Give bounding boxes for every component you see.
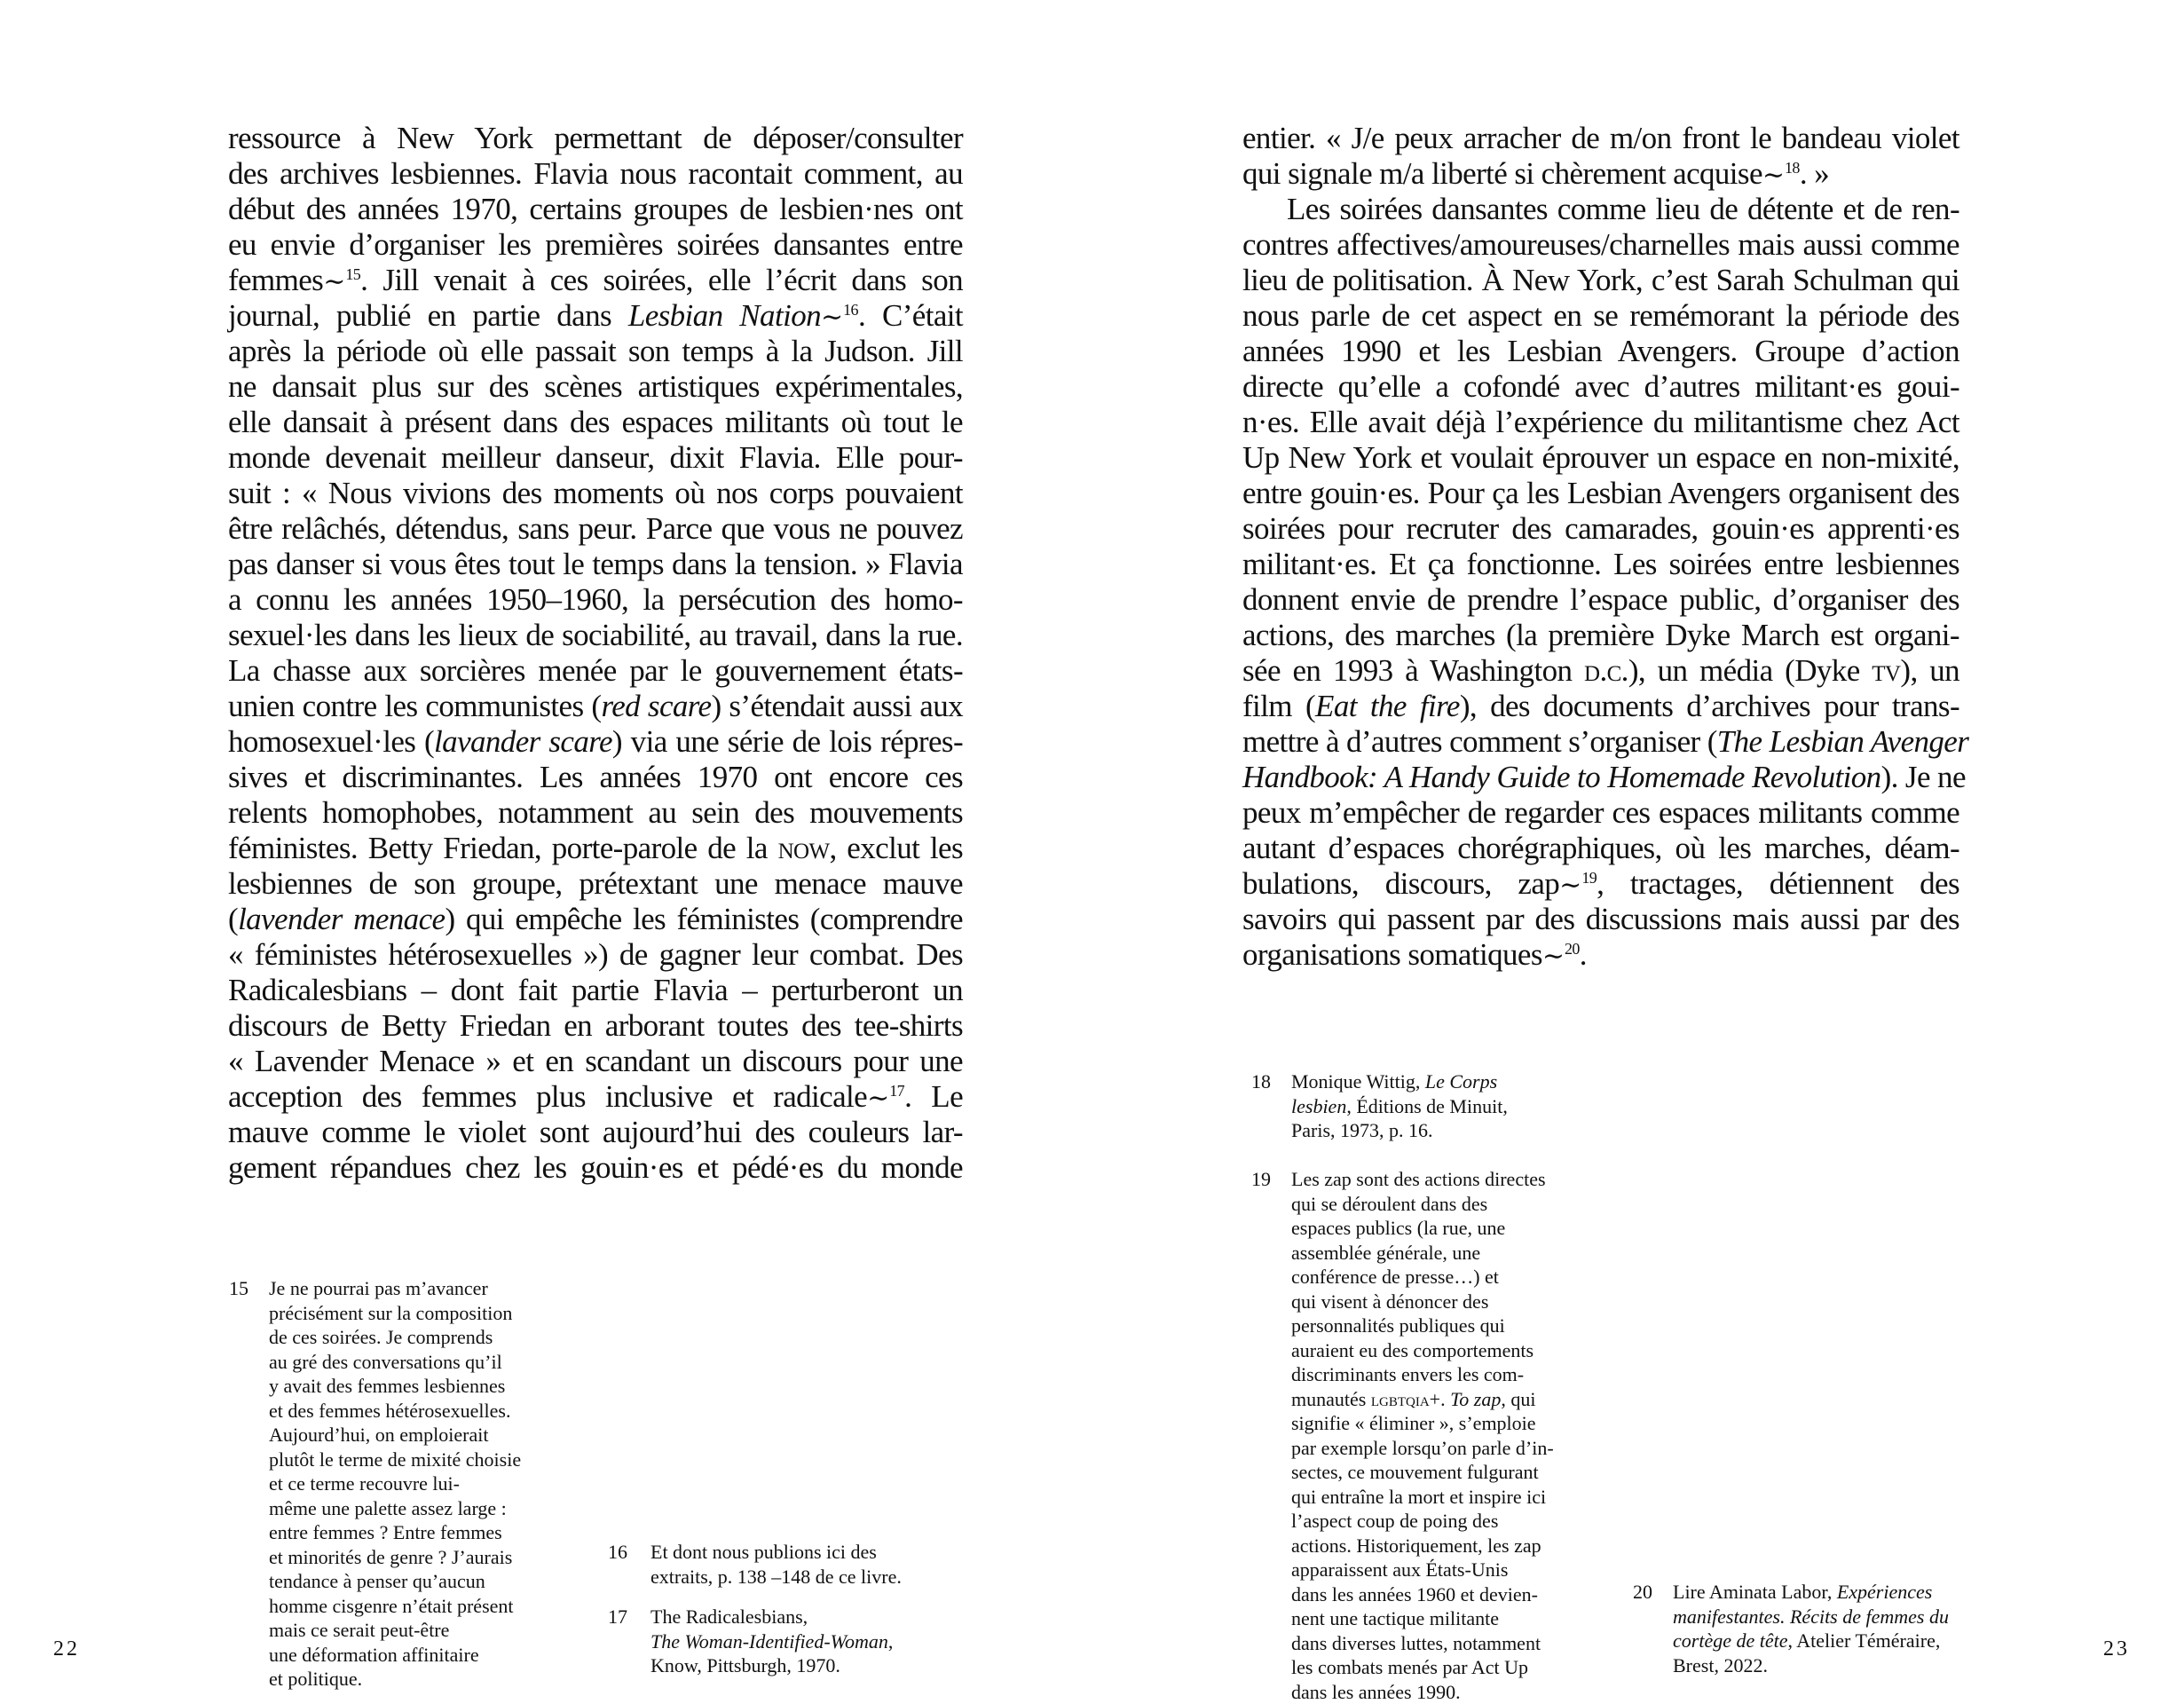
footnote-line: qui entraîne la mort et inspire ici — [1291, 1485, 1554, 1510]
footnote-line — [1291, 1094, 1508, 1119]
text-line: sexuel·les dans les lieux de sociabilité, au travail, dans la rue. — [228, 618, 963, 653]
footnote-line: Les zap sont des actions directes — [1291, 1167, 1554, 1192]
footnote-ref-17[interactable]: 17 — [889, 1082, 904, 1100]
text-line: entre gouin·es. Pour ça les Lesbian Avengers organisent des — [1242, 476, 1959, 511]
footnote-marker-icon: ∼ — [867, 1084, 889, 1113]
text-line: ne dansait plus sur des scènes artistiques expérimentales, — [228, 369, 963, 405]
footnote-body — [1291, 1167, 1554, 1704]
text: Monique Wittig, — [1291, 1070, 1425, 1093]
text-line: pas danser si vous êtes tout le temps dans la tension. » Flavia — [228, 547, 963, 582]
text-line — [1242, 760, 1959, 795]
text-line: a connu les années 1950–1960, la persécution des homo- — [228, 582, 963, 618]
footnote-number: 18 — [1251, 1069, 1271, 1094]
footnote-line: actions. Historiquement, les zap — [1291, 1534, 1554, 1558]
text: . Le — [904, 1079, 963, 1114]
text-line: Radicalesbians – dont fait partie Flavia – perturberont un — [228, 973, 963, 1008]
footnote-line: sectes, ce mouvement fulgurant — [1291, 1460, 1554, 1485]
footnote-16 — [608, 1540, 963, 1593]
text: . — [1440, 1388, 1450, 1410]
footnote-line: qui visent à dénoncer des — [1291, 1290, 1554, 1314]
acronym: tv — [1872, 653, 1900, 688]
footnote-line: et ce terme recouvre lui- — [269, 1471, 521, 1496]
footnote-line: assemblée générale, une — [1291, 1241, 1554, 1266]
text-line — [1242, 724, 1959, 760]
footnote-line: Je ne pourrai pas m’avancer — [269, 1276, 521, 1301]
footnote-ref-18[interactable]: 18 — [1785, 159, 1800, 177]
footnote-line: espaces publics (la rue, une — [1291, 1216, 1554, 1241]
footnote-marker-icon: ∼ — [1762, 161, 1785, 190]
text: organisations somatiques — [1242, 937, 1542, 972]
footnote-marker-icon: ∼ — [1559, 871, 1581, 900]
footnote-line: dans les années 1960 et devien- — [1291, 1582, 1554, 1607]
text: féministes. Betty Friedan, porte-parole de la — [228, 831, 778, 865]
text: qui signale m/a liberté si chèrement acquise — [1242, 156, 1762, 191]
footnote-line: homme cisgenre n’était présent — [269, 1594, 521, 1619]
text: munautés — [1291, 1388, 1371, 1410]
text-line: nous parle de cet aspect en se remémorant la période des — [1242, 298, 1959, 334]
footnote-line: discriminants envers les com- — [1291, 1362, 1554, 1387]
text-line: savoirs qui passent par des discussions mais aussi par des — [1242, 902, 1959, 937]
text: , tractages, détiennent des — [1597, 866, 1959, 901]
footnote-ref-19[interactable]: 19 — [1581, 869, 1597, 887]
footnote-number: 16 — [608, 1540, 627, 1565]
footnote-line: les combats menés par Act Up — [1291, 1655, 1554, 1680]
text: . » — [1800, 156, 1829, 191]
footnote-line: de ces soirées. Je comprends — [269, 1325, 521, 1350]
italic-term: red scare — [601, 689, 711, 723]
text-line: elle dansait à présent dans des espaces militants où tout le — [228, 405, 963, 440]
text: homosexuel·les ( — [228, 724, 434, 759]
footnote-line: nent une tactique militante — [1291, 1606, 1554, 1631]
footnote-line: entre femmes ? Entre femmes — [269, 1520, 521, 1545]
text-line: « Lavender Menace » et en scandant un discours pour une — [228, 1044, 963, 1079]
footnote-number: 19 — [1251, 1167, 1271, 1192]
text-line — [1242, 937, 1959, 973]
text-line — [228, 902, 963, 937]
text-line: des archives lesbiennes. Flavia nous racontait comment, au — [228, 156, 963, 192]
footnote-line: l’aspect coup de poing des — [1291, 1509, 1554, 1534]
footnote-line: Brest, 2022. — [1673, 1653, 1949, 1678]
acronym: d.c. — [1584, 653, 1628, 688]
footnote-line: apparaissent aux États-Unis — [1291, 1558, 1554, 1582]
text-line: donnent envie de prendre l’espace public, d’organiser des — [1242, 582, 1959, 618]
text: . — [1580, 937, 1587, 972]
italic-title: Lesbian Nation — [628, 298, 821, 333]
text: . Jill venait à ces soirées, elle l’écrit dans son — [360, 263, 963, 297]
text: sée en 1993 à Washington — [1242, 653, 1584, 688]
footnote-line: conférence de presse…) et — [1291, 1265, 1554, 1290]
footnote-line: Et dont nous publions ici des — [650, 1540, 902, 1565]
footnote-line: précisément sur la composition — [269, 1301, 521, 1326]
footnote-body — [650, 1605, 893, 1678]
text-line: peux m’empêcher de regarder ces espaces militants comme — [1242, 795, 1959, 831]
footnote-line: au gré des conversations qu’il — [269, 1350, 521, 1375]
text-line — [228, 298, 963, 334]
italic-term: lavander scare — [434, 724, 612, 759]
text-line: années 1990 et les Lesbian Avengers. Groupe d’action — [1242, 334, 1959, 369]
footnote-line: Know, Pittsburgh, 1970. — [650, 1653, 893, 1678]
footnote-17 — [608, 1605, 963, 1684]
page-number-right: 23 — [2103, 1637, 2130, 1661]
footnote-line: et des femmes hétérosexuelles. — [269, 1399, 521, 1424]
footnote-line: personnalités publiques qui — [1291, 1314, 1554, 1338]
text: unien contre les communistes ( — [228, 689, 601, 723]
text: . C’était — [858, 298, 963, 333]
text-line: soirées pour recruter des camarades, gouin·es apprenti·es — [1242, 511, 1959, 547]
text-line — [228, 263, 963, 298]
text-line: actions, des marches (la première Dyke March est organi- — [1242, 618, 1959, 653]
text-line — [228, 1079, 963, 1115]
text-line: militant·es. Et ça fonctionne. Les soirées entre lesbiennes — [1242, 547, 1959, 582]
text-line: mauve comme le violet sont aujourd’hui des couleurs lar- — [228, 1115, 963, 1150]
text: , Éditions de Minuit, — [1346, 1095, 1508, 1117]
footnote-line — [1673, 1605, 1949, 1629]
text-line — [228, 724, 963, 760]
text-line: après la période où elle passait son temps à la Judson. Jill — [228, 334, 963, 369]
footnote-line: auraient eu des comportements — [1291, 1338, 1554, 1363]
italic-title: Expériences — [1837, 1581, 1933, 1603]
left-page-main-text — [228, 121, 963, 1186]
text: , exclut les — [829, 831, 963, 865]
footnote-line: Paris, 1973, p. 16. — [1291, 1118, 1508, 1143]
text-line — [1242, 156, 1959, 192]
text: ( — [228, 902, 238, 936]
footnote-line: dans les années 1990. — [1291, 1680, 1554, 1704]
footnote-line — [1291, 1387, 1554, 1412]
footnote-marker-icon: ∼ — [1542, 942, 1565, 971]
text-line: entier. « J/e peux arracher de m/on front le bandeau violet — [1242, 121, 1959, 156]
text-line: Les soirées dansantes comme lieu de détente et de ren- — [1242, 192, 1959, 227]
footnote-ref-15[interactable]: 15 — [345, 265, 360, 283]
footnote-line: par exemple lorsqu’on parle d’in- — [1291, 1436, 1554, 1461]
text-line: monde devenait meilleur danseur, dixit Flavia. Elle pour- — [228, 440, 963, 476]
footnote-ref-16[interactable]: 16 — [843, 301, 858, 319]
text-line: début des années 1970, certains groupes de lesbien·nes ont — [228, 192, 963, 227]
text: mettre à d’autres comment s’organiser ( — [1242, 724, 1717, 759]
text: ). Je ne — [1881, 760, 1966, 794]
text-line: lesbiennes de son groupe, prétextant une menace mauve — [228, 866, 963, 902]
acronym: lgbtqia+ — [1371, 1388, 1440, 1410]
text-line: sives et discriminantes. Les années 1970 ont encore ces — [228, 760, 963, 795]
text-line — [228, 831, 963, 866]
footnote-20 — [1633, 1580, 2006, 1686]
text-line: n·es. Elle avait déjà l’expérience du militantisme chez Act — [1242, 405, 1959, 440]
page-number-left: 22 — [53, 1637, 80, 1661]
footnote-line: extraits, p. 138 –148 de ce livre. — [650, 1565, 902, 1590]
footnote-line: signifie « éliminer », s’emploie — [1291, 1411, 1554, 1436]
footnote-line: et minorités de genre ? J’aurais — [269, 1545, 521, 1570]
italic-title: The Lesbian Avenger — [1717, 724, 1969, 759]
footnote-line — [1673, 1580, 1949, 1605]
text-line: relents homophobes, notamment au sein des mouvements — [228, 795, 963, 831]
text-line — [1242, 689, 1959, 724]
footnote-line: Aujourd’hui, on emploierait — [269, 1423, 521, 1448]
text-line: suit : « Nous vivions des moments où nos corps pouvaient — [228, 476, 963, 511]
italic-title: Le Corps — [1425, 1070, 1497, 1093]
text: ), un média (Dyke — [1628, 653, 1872, 688]
footnote-line: mais ce serait peut-être — [269, 1618, 521, 1643]
footnote-line — [1291, 1069, 1508, 1094]
footnote-line: une déformation affinitaire — [269, 1643, 521, 1668]
text-line: eu envie d’organiser les premières soirées dansantes entre — [228, 227, 963, 263]
footnote-body — [650, 1540, 902, 1589]
acronym: now — [778, 831, 830, 865]
text-line — [1242, 866, 1959, 902]
italic-title: cortège de tête — [1673, 1629, 1788, 1652]
text: , Atelier Téméraire, — [1788, 1629, 1941, 1652]
text: ) qui empêche les féministes (comprendre — [445, 902, 963, 936]
text-line: Up New York et voulait éprouver un espace en non-mixité, — [1242, 440, 1959, 476]
footnote-line: dans diverses luttes, notamment — [1291, 1631, 1554, 1656]
text: femmes — [228, 263, 323, 297]
text: , qui — [1501, 1388, 1535, 1410]
footnote-18 — [1251, 1069, 1606, 1149]
footnote-marker-icon: ∼ — [323, 267, 345, 296]
text: ), un — [1900, 653, 1959, 688]
text-line: lieu de politisation. À New York, c’est Sarah Schulman qui — [1242, 263, 1959, 298]
text-line: contres affectives/amoureuses/charnelles mais aussi comme — [1242, 227, 1959, 263]
text-line: discours de Betty Friedan en arborant toutes des tee-shirts — [228, 1008, 963, 1044]
italic-term: lavender menace — [238, 902, 445, 936]
footnote-line: The Radicalesbians, — [650, 1605, 893, 1629]
footnote-line: y avait des femmes lesbiennes — [269, 1374, 521, 1399]
italic-title: The Woman-Identified-Woman — [650, 1630, 888, 1653]
italic-title: lesbien — [1291, 1095, 1346, 1117]
text-line: ressource à New York permettant de déposer/consulter — [228, 121, 963, 156]
text-line: « féministes hétérosexuelles ») de gagner leur combat. Des — [228, 937, 963, 973]
text: ), des documents d’archives pour trans- — [1460, 689, 1959, 723]
footnote-15 — [229, 1276, 584, 1702]
text-line — [228, 689, 963, 724]
text: ) s’étendait aussi aux — [711, 689, 963, 723]
right-page-main-text — [1242, 121, 1959, 973]
footnote-line — [1673, 1629, 1949, 1653]
text-line: autant d’espaces chorégraphiques, où les marches, déam- — [1242, 831, 1959, 866]
footnote-ref-20[interactable]: 20 — [1565, 940, 1580, 958]
text: Lire Aminata Labor, — [1673, 1581, 1837, 1603]
footnote-line: même une palette assez large : — [269, 1496, 521, 1521]
footnote-19 — [1251, 1167, 1606, 1700]
italic-title: Eat the fire — [1315, 689, 1460, 723]
text-line: directe qu’elle a cofondé avec d’autres militant·es goui- — [1242, 369, 1959, 405]
footnote-line: tendance à penser qu’aucun — [269, 1569, 521, 1594]
text-line: être relâchés, détendus, sans peur. Parce que vous ne pouvez — [228, 511, 963, 547]
text: film ( — [1242, 689, 1315, 723]
footnote-body — [1673, 1580, 1949, 1677]
footnote-number: 17 — [608, 1605, 627, 1629]
italic-title: manifestantes. Récits de femmes du — [1673, 1605, 1949, 1628]
italic-term: To zap — [1450, 1388, 1501, 1410]
text: journal, publié en partie dans — [228, 298, 628, 333]
footnote-marker-icon: ∼ — [821, 303, 843, 332]
footnote-number: 20 — [1633, 1580, 1652, 1605]
footnote-line: The Woman-Identified-Woman, — [650, 1629, 893, 1654]
footnote-line: et politique. — [269, 1667, 521, 1692]
footnote-number: 15 — [229, 1276, 248, 1301]
text-line: gement répandues chez les gouin·es et pédé·es du monde — [228, 1150, 963, 1186]
footnote-body — [1291, 1069, 1508, 1143]
italic-title: Handbook: A Handy Guide to Homemade Revolution — [1242, 760, 1881, 794]
footnote-body — [269, 1276, 521, 1692]
text: acception des femmes plus inclusive et radicale — [228, 1079, 867, 1114]
text-line — [1242, 653, 1959, 689]
footnote-line: qui se déroulent dans des — [1291, 1192, 1554, 1217]
text-line: La chasse aux sorcières menée par le gouvernement états- — [228, 653, 963, 689]
text: bulations, discours, zap — [1242, 866, 1559, 901]
footnote-line: plutôt le terme de mixité choisie — [269, 1448, 521, 1472]
text: ) via une série de lois répres- — [612, 724, 963, 759]
